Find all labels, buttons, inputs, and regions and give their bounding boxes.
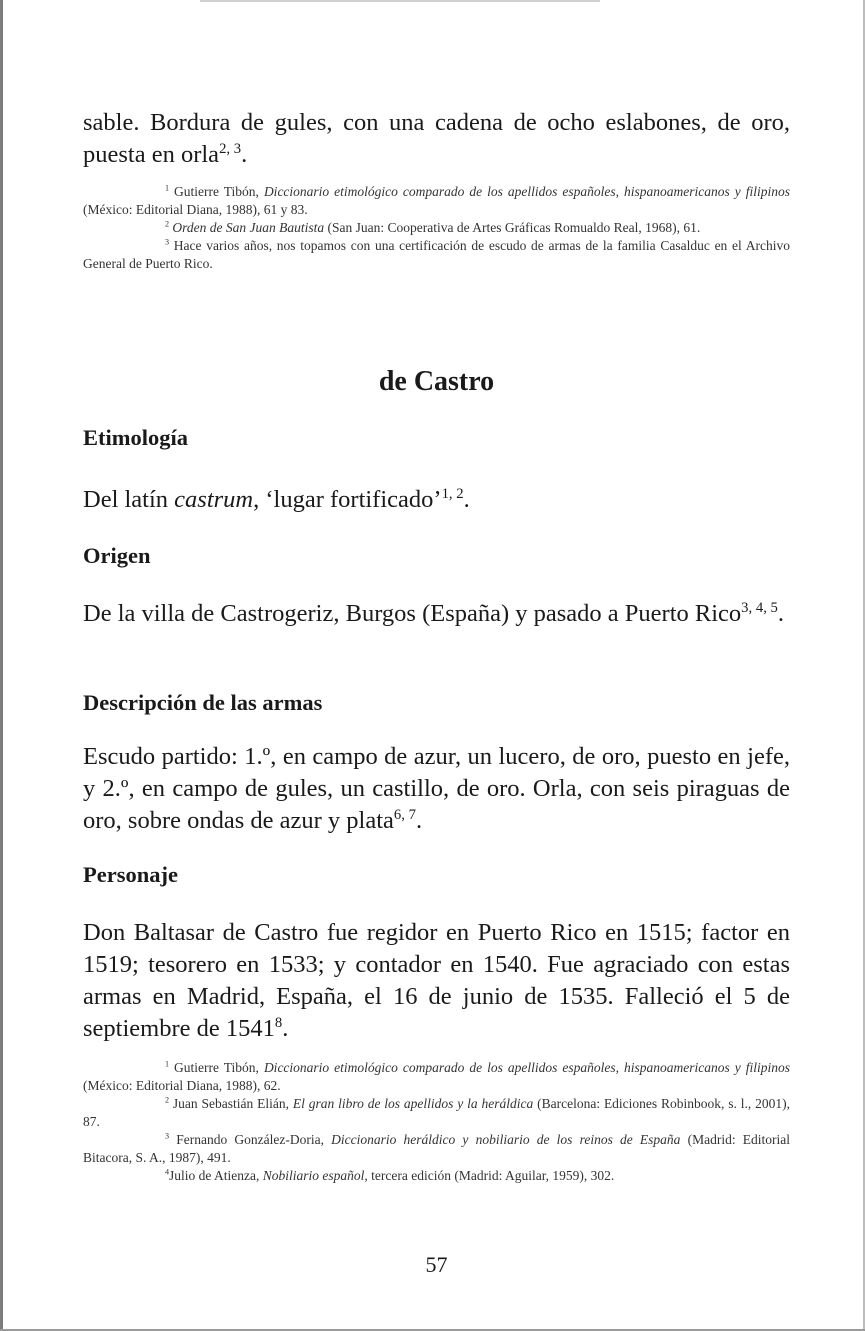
armas-text: Escudo partido: 1.º, en campo de azur, un lucero, de oro, puesto en jefe, y 2.º, en campo de gules, un castillo, de oro. Orla, con seis piraguas de oro, sobre ondas de azur y plata — [83, 743, 790, 834]
section-heading-origen: Origen — [83, 543, 151, 568]
top-paragraph — [83, 107, 790, 171]
footnote-title: Orden de San Juan Bautista — [172, 220, 325, 235]
personaje-text: Don Baltasar de Castro fue regidor en Puerto Rico en 1515; factor en 1519; tesorero en 1533; y contador en 1540. Fue agraciado con estas armas en Madrid, España, el 16 de junio de 1535. Falleció el 5 de septiembre de 1541 — [83, 919, 790, 1042]
bottom-footnote-2 — [83, 1095, 790, 1131]
footnote-text: (Madrid: Editorial Bitacora, S. A., 1987), 491. — [83, 1132, 790, 1165]
footnote-text: (México: Editorial Diana, 1988), 62. — [83, 1078, 281, 1093]
origen-end: . — [777, 600, 784, 627]
top-footnotes — [83, 183, 790, 273]
top-footnote-3 — [83, 237, 790, 273]
top-paragraph-text: sable. Bordura de gules, con una cadena de ocho eslabones, de oro, puesta en orla — [83, 109, 790, 168]
footnote-number: 2 — [165, 1095, 170, 1105]
footnote-number: 4 — [165, 1167, 170, 1177]
footnote-number: 3 — [165, 237, 170, 247]
armas-paragraph — [83, 741, 790, 837]
etimologia-paragraph — [83, 484, 790, 516]
footnote-text: Fernando González-Doria, — [176, 1132, 332, 1147]
armas-refs: 6, 7 — [393, 806, 416, 823]
footnote-text: Julio de Atienza, — [169, 1168, 263, 1183]
bottom-footnote-3 — [83, 1131, 790, 1167]
section-heading-armas: Descripción de las armas — [83, 690, 323, 715]
footnote-text: (Barcelona: Ediciones Robinbook, s. l., 2001), 87. — [83, 1096, 791, 1129]
footnote-title: Diccionario etimológico comparado de los apellidos españoles, hispanoamericanos y filipinos — [263, 1060, 791, 1075]
armas-end: . — [415, 807, 423, 834]
personaje-end: . — [282, 1015, 289, 1042]
personaje-refs: 8 — [274, 1014, 283, 1031]
section-heading-personaje: Personaje — [83, 862, 178, 887]
bottom-footnotes — [83, 1059, 790, 1185]
top-paragraph-end: . — [241, 141, 248, 168]
etimologia-text: Del latín — [83, 486, 175, 513]
page-left-edge — [0, 0, 3, 1331]
top-paragraph-refs: 2, 3 — [219, 140, 242, 157]
footnote-text: Juan Sebastián Elián, — [172, 1096, 293, 1111]
etimologia-text: , ‘lugar fortificado’ — [253, 486, 442, 513]
origen-refs: 3, 4, 5 — [741, 599, 778, 616]
origen-paragraph — [83, 598, 790, 630]
page-number: 57 — [425, 1252, 448, 1277]
footnote-number: 2 — [165, 219, 170, 229]
etimologia-latin-term: castrum — [174, 486, 254, 513]
bottom-footnote-4 — [83, 1167, 790, 1185]
section-heading-etimologia: Etimología — [83, 425, 188, 450]
footnote-title: Diccionario heráldico y nobiliario de los reinos de España — [331, 1132, 681, 1147]
footnote-text: (San Juan: Cooperativa de Artes Gráficas Romualdo Real, 1968), 61. — [324, 220, 701, 235]
footnote-text: (México: Editorial Diana, 1988), 61 y 83. — [83, 202, 308, 217]
page-title: de Castro — [378, 366, 495, 397]
footnote-text: Gutierre Tibón, — [174, 1060, 264, 1075]
footnote-title: Diccionario etimológico comparado de los apellidos españoles, hispanoamericanos y filipinos — [263, 184, 791, 199]
top-footnote-2 — [83, 219, 790, 237]
footnote-text: , tercera edición (Madrid: Aguilar, 1959), 302. — [364, 1168, 615, 1183]
footnote-title: El gran libro de los apellidos y la heráldica — [292, 1096, 534, 1111]
top-footnote-1 — [83, 183, 790, 219]
footnote-number: 1 — [165, 1059, 170, 1069]
personaje-paragraph — [83, 917, 790, 1045]
page-top-edge — [200, 0, 600, 2]
bottom-footnote-1 — [83, 1059, 790, 1095]
footnote-text: Hace varios años, nos topamos con una certificación de escudo de armas de la familia Casalduc en el Archivo General de Puerto Rico. — [83, 238, 790, 271]
footnote-text: Gutierre Tibón, — [174, 184, 264, 199]
etimologia-end: . — [463, 486, 470, 513]
footnote-title: Nobiliario español — [262, 1168, 365, 1183]
etimologia-refs: 1, 2 — [441, 485, 464, 502]
footnote-number: 1 — [165, 183, 170, 193]
origen-text: De la villa de Castrogeriz, Burgos (España) y pasado a Puerto Rico — [83, 600, 742, 627]
footnote-number: 3 — [165, 1131, 170, 1141]
